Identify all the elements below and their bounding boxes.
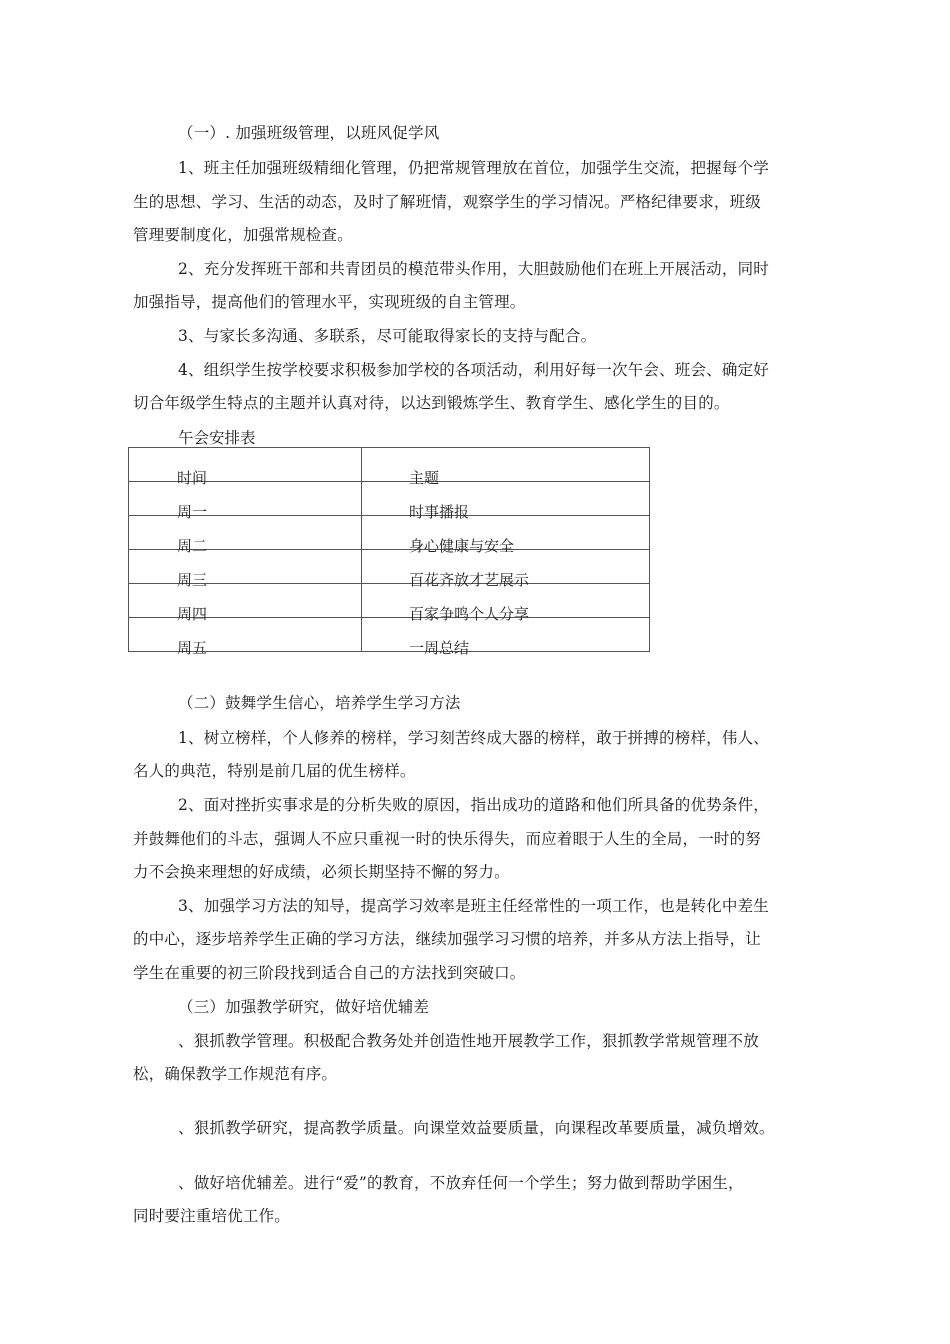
section2-item2-line3: 力不会换来理想的好成绩，必须长期坚持不懈的努力。 <box>133 863 510 881</box>
header-label-time: 时间 <box>177 469 208 487</box>
section1-item1-line2: 生的思想、学习、生活的动态，及时了解班情，观察学生的学习情况。严格纪律要求，班级 <box>133 193 762 211</box>
section1-item1-line3: 管理要制度化，加强常规检查。 <box>133 226 353 244</box>
section2-item1-line2: 名人的典范，特别是前几届的优生榜样。 <box>133 762 416 780</box>
table-header-row <box>129 448 650 482</box>
header-cell-time <box>129 448 362 487</box>
section1-item2-line2: 加强指导，提高他们的管理水平，实现班级的自主管理。 <box>133 293 526 311</box>
section1-item2-line1: 2、充分发挥班干部和共青团员的模范带头作用，大胆鼓励他们在班上开展活动，同时 <box>178 260 769 278</box>
section3-item1-line2: 松，确保教学工作规范有序。 <box>133 1065 338 1083</box>
topic-label: 百花齐放才艺展示 <box>409 571 530 589</box>
section1-heading: （一）. 加强班级管理，以班风促学风 <box>178 124 440 142</box>
section2-item3-line2: 的中心，逐步培养学生正确的学习方法，继续加强学习习惯的培养，并多从方法上指导，让 <box>133 930 762 948</box>
day-label: 周三 <box>177 571 208 589</box>
section3-heading: （三）加强教学研究，做好培优辅差 <box>178 998 430 1016</box>
header-label-topic: 主题 <box>409 469 440 487</box>
section3-item3-line1: 、做好培优辅差。进行“爱”的教育，不放弃任何一个学生；努力做到帮助学困生， <box>178 1174 744 1192</box>
section2-item2-line2: 并鼓舞他们的斗志，强调人不应只重视一时的快乐得失，而应着眼于人生的全局，一时的努 <box>133 830 762 848</box>
section3-item1-line1: 、狠抓教学管理。积极配合教务处并创造性地开展教学工作，狠抓教学常规管理不放 <box>178 1032 759 1050</box>
section1-item3-line1: 3、与家长多沟通、多联系，尽可能取得家长的支持与配合。 <box>178 327 597 345</box>
section2-item1-line1: 1、树立榜样，个人修养的榜样，学习刻苦终成大器的榜样，敢于拼搏的榜样，伟人、 <box>178 729 769 747</box>
schedule-table <box>128 447 650 657</box>
topic-label: 时事播报 <box>409 503 470 521</box>
section2-item3-line1: 3、加强学习方法的知导，提高学习效率是班主任经常性的一项工作，也是转化中差生 <box>178 897 769 915</box>
section3-item2-line1: 、狠抓教学研究，提高教学质量。向课堂效益要质量，向课程改革要质量，减负增效。 <box>178 1119 775 1137</box>
day-label: 周一 <box>177 503 208 521</box>
day-label: 周四 <box>177 605 208 623</box>
section3-item3-line2: 同时要注重培优工作。 <box>133 1207 291 1225</box>
day-label: 周二 <box>177 537 208 555</box>
schedule-caption: 午会安排表 <box>178 429 256 447</box>
topic-label: 一周总结 <box>409 639 470 657</box>
topic-label: 百家争鸣个人分享 <box>409 605 530 623</box>
section2-item3-line3: 学生在重要的初三阶段找到适合自己的方法找到突破口。 <box>133 964 526 982</box>
section1-item4-line1: 4、组织学生按学校要求积极参加学校的各项活动，利用好每一次午会、班会、确定好 <box>178 361 769 379</box>
day-label: 周五 <box>177 639 208 657</box>
section1-item4-line2: 切合年级学生特点的主题并认真对待，以达到锻炼学生、教育学生、感化学生的目的。 <box>133 394 730 412</box>
section2-heading: （二）鼓舞学生信心，培养学生学习方法 <box>178 694 461 712</box>
header-cell-topic <box>362 448 650 487</box>
section2-item2-line1: 2、面对挫折实事求是的分析失败的原因，指出成功的道路和他们所具备的优势条件， <box>178 796 769 814</box>
topic-label: 身心健康与安全 <box>409 537 515 555</box>
section1-item1-line1: 1、班主任加强班级精细化管理，仍把常规管理放在首位，加强学生交流，把握每个学 <box>178 159 769 177</box>
